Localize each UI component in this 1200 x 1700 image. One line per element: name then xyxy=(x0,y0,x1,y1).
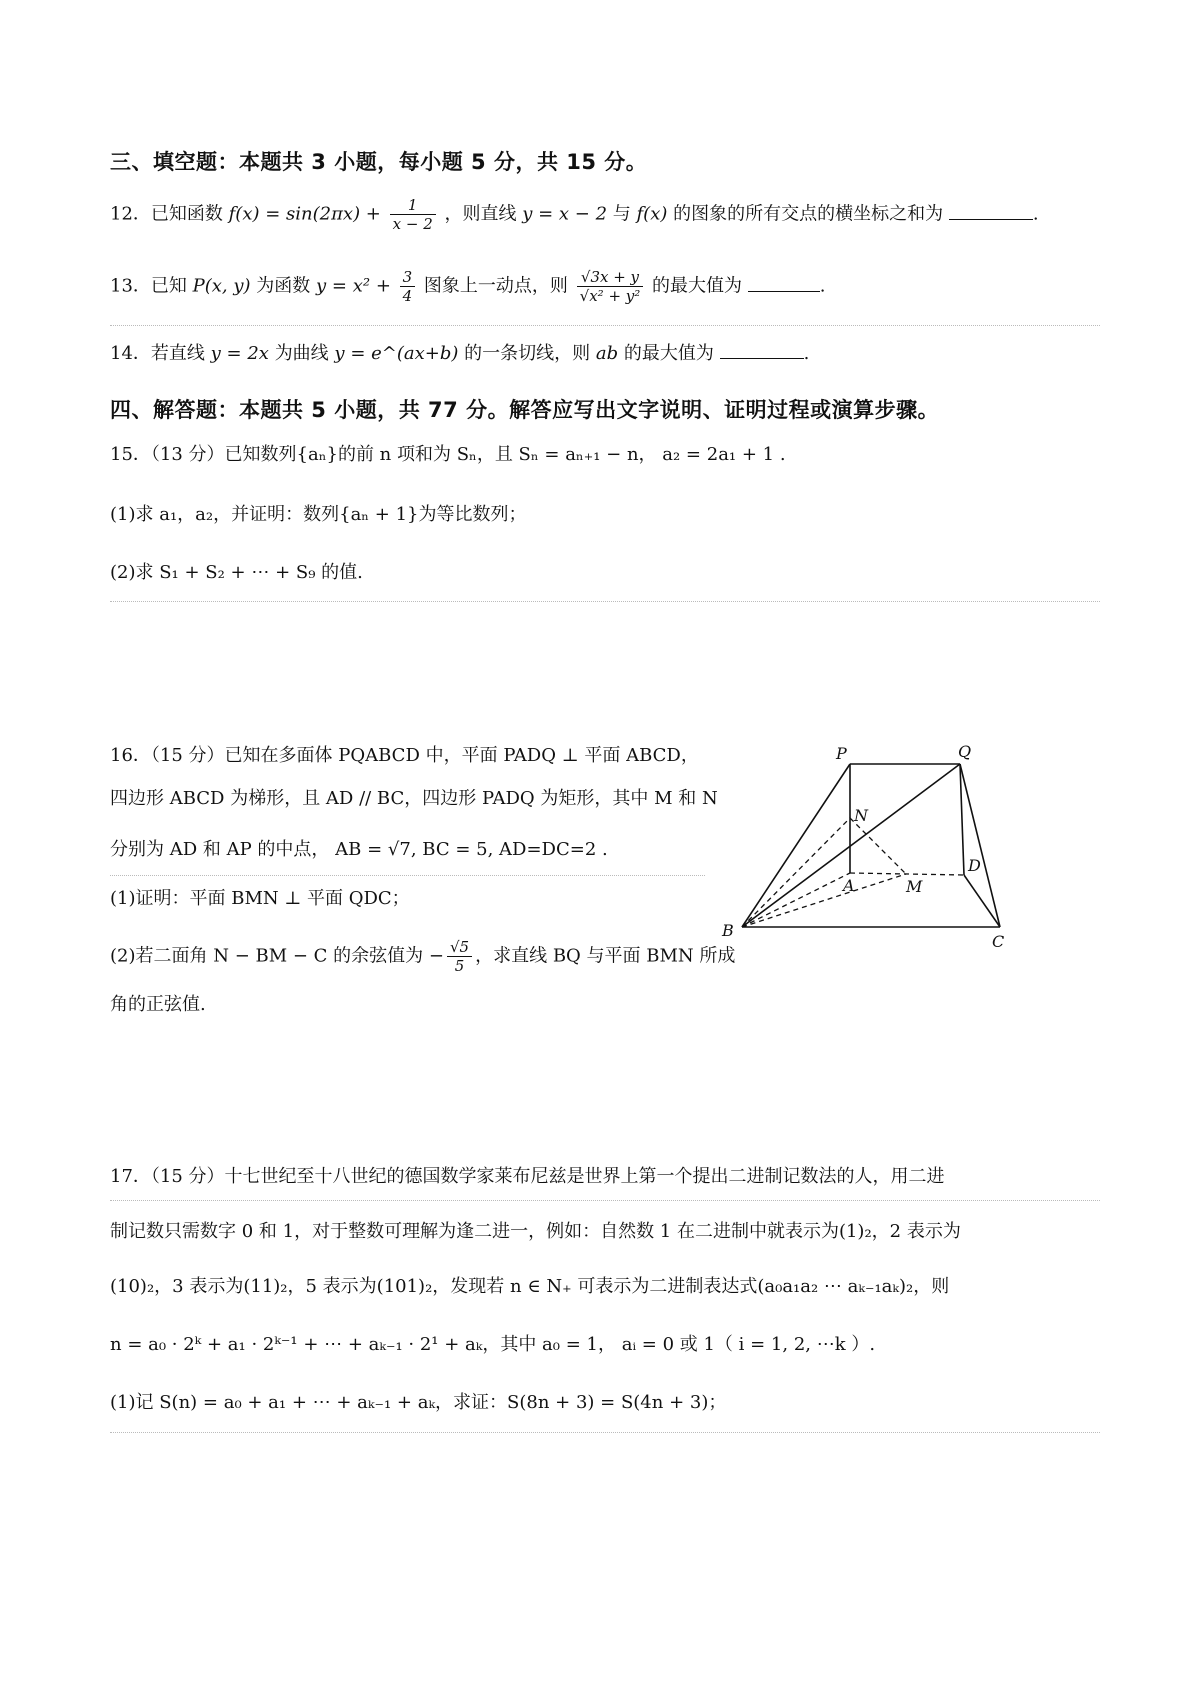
q12-frac-den: x − 2 xyxy=(392,215,433,233)
question-17-line-3: (10)₂，3 表示为(11)₂，5 表示为(101)₂，发现若 n ∈ N₊ 可表示为二进制表达式(a₀a₁a₂ ⋯ aₖ₋₁aₖ)₂，则 xyxy=(110,1276,950,1297)
q13-text-mid2: 图象上一动点，则 xyxy=(423,275,568,297)
label-B: B xyxy=(722,921,734,940)
label-C: C xyxy=(992,932,1005,951)
dotted-divider xyxy=(110,601,1100,602)
label-Q: Q xyxy=(958,742,972,761)
q13-answer-blank[interactable] xyxy=(748,277,820,292)
label-M: M xyxy=(906,877,923,896)
q16-frac-den: 5 xyxy=(454,957,465,975)
q13-frac-num: 3 xyxy=(400,268,416,287)
q16-part-2-text-b: ，求直线 BQ 与平面 BMN 所成 xyxy=(475,945,736,967)
section-heading-fill-in: 三、填空题：本题共 3 小题，每小题 5 分，共 15 分。 xyxy=(110,150,648,174)
q16-frac-num: √5 xyxy=(447,938,472,957)
q14-number: 14．若直线 xyxy=(110,343,205,364)
question-17-line-2: 制记数只需数字 0 和 1，对于整数可理解为逢二进一，例如：自然数 1 在二进制中就表示为(1)₂，2 表示为 xyxy=(110,1221,961,1242)
q12-line-eq: y = x − 2 xyxy=(522,203,608,225)
q14-end: . xyxy=(803,343,810,364)
q14-text-mid: 为曲线 xyxy=(274,343,329,364)
q15-part-2: (2)求 S₁ + S₂ + ⋯ + S₉ 的值. xyxy=(110,562,363,583)
q13-number: 13．已知 xyxy=(110,275,187,297)
q12-frac-num: 1 xyxy=(390,196,436,215)
q12-fraction xyxy=(390,196,436,233)
question-14 xyxy=(110,342,809,366)
q17-part-1: (1)记 S(n) = a₀ + a₁ + ⋯ + aₖ₋₁ + aₖ，求证：S(8n + 3) = S(4n + 3)； xyxy=(110,1392,727,1413)
q14-text-tail: 的最大值为 xyxy=(623,343,714,364)
label-D: D xyxy=(968,856,981,875)
question-16-line-3: 分别为 AD 和 AP 的中点， AB = √7, BC = 5, AD=DC=2 . xyxy=(110,839,608,860)
q12-function: f(x) = sin(2πx) + xyxy=(228,203,381,225)
q13-expression xyxy=(577,268,644,305)
q13-text-tail: 的最大值为 xyxy=(652,275,743,297)
q12-fx: f(x) xyxy=(636,203,668,225)
q13-fraction xyxy=(400,268,416,305)
question-17-line-4: n = a₀ · 2ᵏ + a₁ · 2ᵏ⁻¹ + ⋯ + aₖ₋₁ · 2¹ + aₖ，其中 a₀ = 1， aᵢ = 0 或 1（ i = 1, 2, ⋯k ）. xyxy=(110,1334,876,1355)
q16-cos-fraction xyxy=(447,938,472,975)
q12-answer-blank[interactable] xyxy=(949,205,1033,220)
q14-text-mid2: 的一条切线，则 xyxy=(464,343,591,364)
q12-text-tail: 的图象的所有交点的横坐标之和为 xyxy=(673,203,944,225)
q14-ab: ab xyxy=(595,343,619,364)
label-N: N xyxy=(854,806,868,825)
q14-curve-eq: y = e^(ax+b) xyxy=(334,343,459,364)
q13-function: y = x² + xyxy=(316,275,391,297)
q13-text-mid: 为函数 xyxy=(256,275,311,297)
q16-part-2-continued: 角的正弦值. xyxy=(110,994,206,1015)
label-P: P xyxy=(836,744,847,763)
q16-part-1: (1)证明：平面 BMN ⊥ 平面 QDC； xyxy=(110,888,410,909)
q13-point: P(x, y) xyxy=(192,275,251,297)
question-16-line-1: 16．（15 分）已知在多面体 PQABCD 中，平面 PADQ ⊥ 平面 ABCD， xyxy=(110,745,699,766)
q13-expr-den: √x² + y² xyxy=(579,287,641,305)
dotted-divider xyxy=(110,1432,1100,1433)
dotted-divider xyxy=(110,875,705,876)
q13-expr-num: √3x + y xyxy=(577,268,644,287)
question-13 xyxy=(110,268,825,305)
dotted-divider xyxy=(110,1200,1100,1201)
question-17-line-1: 17．（15 分）十七世纪至十八世纪的德国数学家莱布尼兹是世界上第一个提出二进制记数法的人，用二进 xyxy=(110,1166,945,1187)
polyhedron-figure xyxy=(710,735,1050,960)
q14-answer-blank[interactable] xyxy=(720,344,804,359)
q13-end: . xyxy=(819,275,826,297)
question-16-line-2: 四边形 ABCD 为梯形，且 AD // BC，四边形 PADQ 为矩形，其中 M 和 N xyxy=(110,788,718,809)
q16-part-2 xyxy=(110,938,735,975)
q16-part-2-text-a: (2)若二面角 N − BM − C 的余弦值为 − xyxy=(110,945,444,967)
q12-end: . xyxy=(1032,203,1039,225)
q12-text-mid2: 与 xyxy=(612,203,631,225)
q12-text-mid: ，则直线 xyxy=(444,203,517,225)
q12-number: 12．已知函数 xyxy=(110,203,223,225)
question-12 xyxy=(110,196,1039,233)
label-A: A xyxy=(843,876,855,895)
q13-frac-den: 4 xyxy=(402,287,413,305)
dotted-divider xyxy=(110,325,1100,326)
q14-line-eq: y = 2x xyxy=(210,343,269,364)
section-heading-solutions: 四、解答题：本题共 5 小题，共 77 分。解答应写出文字说明、证明过程或演算步骤。 xyxy=(110,398,940,422)
question-15: 15．（13 分）已知数列{aₙ}的前 n 项和为 Sₙ，且 Sₙ = aₙ₊₁ − n， a₂ = 2a₁ + 1 . xyxy=(110,444,786,465)
q15-part-1: (1)求 a₁，a₂，并证明：数列{aₙ + 1}为等比数列； xyxy=(110,504,527,525)
